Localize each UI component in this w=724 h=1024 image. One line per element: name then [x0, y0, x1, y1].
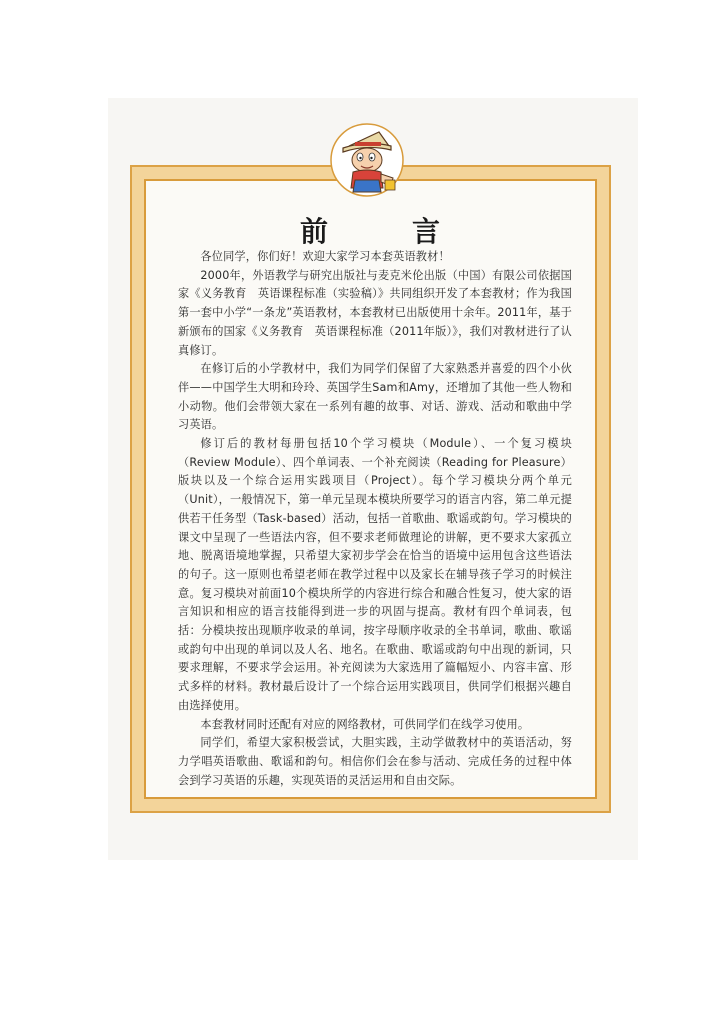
cartoon-boy-mascot-icon	[329, 122, 405, 198]
paragraph-structure: 修订后的教材每册包括10个学习模块（Module）、一个复习模块（Review Module）、四个单词表、一个补充阅读（Reading for Pleasure）版块以及一个综合运用实践项目（Project）。每个学习模块分两个单元（Unit），一般情况下，第一单元呈现本模块所要学习的语言内容，第二单元提供若干任务型（Task-based）活动，包括一首歌曲、歌谣或韵句。学习模块的课文中呈现了一些语法内容，但不要求老师做理论的讲解，更不要求大家孤立地、脱离语境地掌握，只希望大家初步学会在恰当的语境中运用包含这些语法的句子。这一原则也希望老师在教学过程中以及家长在辅导孩子学习的时候注意。复习模块对前面10个模块所学的内容进行综合和融合性复习，使大家的语言知识和相应的语言技能得到进一步的巩固与提高。教材有四个单词表，包括：分模块按出现顺序收录的单词，按字母顺序收录的全书单词，歌曲、歌谣或韵句中出现的单词以及人名、地名。在歌曲、歌谣或韵句中出现的新词，只要求理解，不要求学会运用。补充阅读为大家选用了篇幅短小、内容丰富、形式多样的材料。教材最后设计了一个综合运用实践项目，供同学们根据兴趣自由选择使用。	[178, 437, 572, 712]
page-title	[300, 210, 440, 246]
title-char-1: 前	[300, 215, 329, 248]
paragraph-characters: 在修订后的小学教材中，我们为同学们保留了大家熟悉并喜爱的四个小伙伴——中国学生大明和玲玲、英国学生Sam和Amy，还增加了其他一些人物和小动物。他们会带领大家在一系列有趣的故事、对话、游戏、活动和歌曲中学习英语。	[178, 362, 572, 432]
title-char-2: 言	[411, 215, 440, 248]
paragraph-closing: 同学们，希望大家积极尝试，大胆实践，主动学做教材中的英语活动，努力学唱英语歌曲、歌谣和韵句。相信你们会在参与活动、完成任务的过程中体会到学习英语的乐趣，实现英语的灵活运用和自由交际。	[178, 736, 572, 787]
greeting-paragraph: 各位同学，你们好！欢迎大家学习本套英语教材！	[200, 250, 450, 263]
paragraph-online: 本套教材同时还配有对应的网络教材，可供同学们在线学习使用。	[200, 717, 530, 731]
preface-body	[178, 248, 572, 790]
paragraph-history: 2000年，外语教学与研究出版社与麦克米伦出版（中国）有限公司依据国家《义务教育 英语课程标准（实验稿）》共同组织开发了本套教材；作为我国第一套中小学“一条龙”英语教材，本套教材已出版使用十余年。2011年，基于新颁布的国家《义务教育 英语课程标准（2011年版）》，我们对教材进行了认真修订。	[178, 268, 572, 357]
